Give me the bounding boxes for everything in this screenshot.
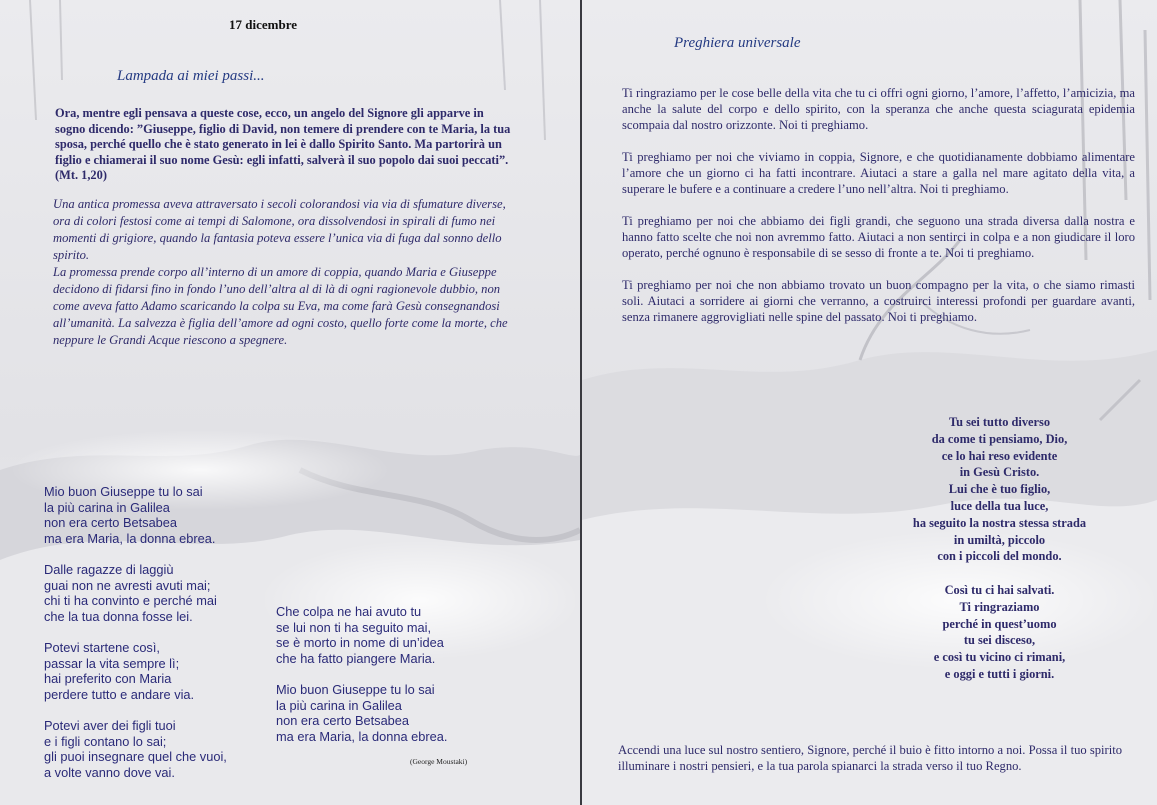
hymn-line: Così tu ci hai salvati.: [944, 582, 1055, 597]
prayer-paragraph: Ti preghiamo per noi che non abbiamo trovato un buon compagno per la vita, o che siamo rimasti soli. Aiutaci a sorridere ai giorni che verranno, a costruirci interessi profondi per guardare avanti, senza rimanere aggrovigliati nelle spine del passato. Noi ti preghiamo.: [622, 278, 1135, 324]
song-line: perdere tutto e andare via.: [44, 686, 195, 702]
hymn-line: Tu sei tutto diverso: [948, 415, 1051, 429]
hymn-line: Ti ringraziamo: [959, 599, 1040, 614]
prayer-paragraph: Ti ringraziamo per le cose belle della vita che tu ci offri ogni giorno, l’amore, l’affetto, l’amicizia, ma anche la salute del corpo e dello spirito, con la speranza che anche questa sciagurata epidemia scompaia dal nostro orizzonte. Noi ti preghiamo.: [622, 86, 1135, 132]
song-line: la più carina in Galilea: [44, 499, 170, 515]
song-column-1: [44, 484, 274, 796]
song-author: (George Moustaki): [410, 757, 468, 766]
hymn-line: da come ti pensiamo, Dio,: [931, 431, 1068, 446]
hymn-line: e così tu vicino ci rimani,: [933, 650, 1066, 665]
song-line: la più carina in Galilea: [276, 697, 402, 713]
song-line: chi ti ha convinto e perché mai: [44, 593, 217, 609]
song-line: a volte vanno dove vai.: [44, 764, 175, 780]
song-line: ma era Maria, la donna ebrea.: [44, 530, 216, 546]
song-line: se lui non ti ha seguito mai,: [276, 619, 432, 635]
song-line: non era certo Betsabea: [44, 515, 178, 531]
song-stanza: [44, 640, 274, 702]
date-heading: 17 dicembre: [229, 17, 297, 32]
song-line: Dalle ragazze di laggiù: [44, 561, 174, 577]
hymn-stanza: [897, 582, 1102, 683]
song-line: passar la vita sempre lì;: [44, 655, 180, 671]
right-page: [582, 0, 1157, 805]
closing-prayer: Accendi una luce sul nostro sentiero, Signore, perché il buio è fitto intorno a noi. Possa il tuo spirito illuminare i nostri pensieri, e la tua parola spianarci la strada verso il tuo Regno.: [618, 743, 1123, 773]
section-title-lampada: Lampada ai miei passi...: [117, 68, 265, 84]
song-line: Mio buon Giuseppe tu lo sai: [276, 681, 435, 697]
commentary-paragraph: Una antica promessa aveva attraversato i secoli colorandosi via via di sfumature diverse, ora di colori festosi come ai tempi di Salomone, ora dissolvendosi in spirali di fumo nei momenti di grigiore, quando la fantasia poteva essere l’unica via di fuga dal sonno dello spirito.: [53, 197, 506, 262]
hymn-line: Lui che è tuo figlio,: [948, 482, 1051, 497]
song-stanza: [44, 484, 274, 546]
commentary: [53, 196, 515, 349]
song-line: Potevi startene così,: [44, 639, 160, 655]
hymn-line: e oggi e tutti i giorni.: [944, 666, 1055, 681]
song-line: gli puoi insegnare quel che vuoi,: [44, 749, 227, 765]
hymn-line: luce della tua luce,: [950, 498, 1049, 513]
hymn-line: ha seguito la nostra stessa strada: [912, 515, 1087, 530]
song-line: Potevi aver dei figli tuoi: [44, 717, 176, 733]
gospel-passage: Ora, mentre egli pensava a queste cose, ecco, un angelo del Signore gli apparve in sogno dicendo: ”Giuseppe, figlio di David, non temere di prendere con te Maria, la tua sposa, perché quello che è stato generato in lei è dallo Spirito Santo. Ma partorirà un figlio e chiamerai il suo nome Gesù: egli infatti, salverà il suo popolo dai suoi peccati”. (Mt. 1,20): [55, 106, 511, 182]
song-line: guai non ne avresti avuti mai;: [44, 577, 211, 593]
hymn-line: in umiltà, piccolo: [953, 532, 1046, 547]
section-title-preghiera: Preghiera universale: [674, 35, 801, 51]
song-line: Che colpa ne hai avuto tu: [276, 604, 422, 619]
prayers-list: [622, 85, 1135, 341]
prayer-paragraph: Ti preghiamo per noi che viviamo in coppia, Signore, e che quotidianamente dobbiamo alimentare l’amore che un giorno ci ha fatti incontrare. Aiutaci a stare a galla nel mare agitato della vita, a superare le bufere e a continuare a credere l’uno nell’altra. Noi ti preghiamo.: [622, 150, 1135, 196]
commentary-paragraph: La promessa prende corpo all’interno di un amore di coppia, quando Maria e Giuseppe decidono di fidarsi fino in fondo l’uno dell’altra al di là di ogni ragionevole dubbio, non come aveva fatto Adamo scaricando la colpa su Eva, ma come farà Gesù consegnandosi all’umanità. La salvezza è figlia dell’amore ad ogni costo, quello forte come la morte, che neppure le Grandi Acque riescono a spegnere.: [53, 265, 508, 347]
song-line: non era certo Betsabea: [276, 713, 410, 729]
song-stanza: [276, 604, 506, 666]
song-line: hai preferito con Maria: [44, 671, 172, 687]
hymn-line: con i piccoli del mondo.: [937, 549, 1062, 564]
song-line: che ha fatto piangere Maria.: [276, 650, 436, 666]
hymn-stanza: [897, 414, 1102, 565]
song-stanza: [44, 562, 274, 624]
song-stanza: [276, 682, 506, 744]
hymn-line: in Gesù Cristo.: [959, 465, 1040, 480]
hymn: [897, 414, 1102, 700]
song-line: e i figli contano lo sai;: [44, 733, 167, 749]
hymn-line: perché in quest’uomo: [942, 616, 1057, 631]
hymn-line: ce lo hai reso evidente: [941, 448, 1058, 463]
song-column-2: [276, 604, 506, 760]
prayer-paragraph: Ti preghiamo per noi che abbiamo dei figli grandi, che seguono una strada diversa dalla nostra e hanno fatto scelte che noi non avremmo fatto. Aiutaci a non sentirci in colpa e a non giudicare il loro operato, perché ognuno è responsabile di se sesso di fronte a te. Noi ti preghiamo.: [622, 214, 1135, 260]
song-line: che la tua donna fosse lei.: [44, 608, 193, 624]
hymn-line: tu sei disceso,: [963, 633, 1036, 648]
song-line: se è morto in nome di un’idea: [276, 635, 444, 651]
song-stanza: [44, 718, 274, 780]
song-line: ma era Maria, la donna ebrea.: [276, 728, 448, 744]
song-line: Mio buon Giuseppe tu lo sai: [44, 484, 203, 499]
